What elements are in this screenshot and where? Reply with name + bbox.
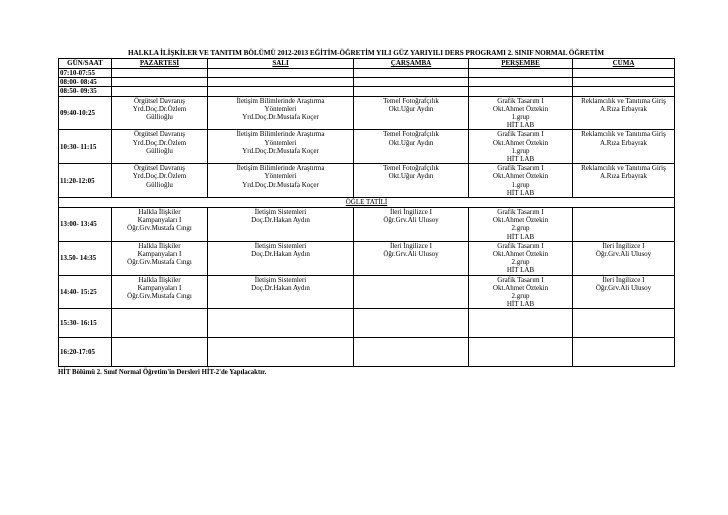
empty-cell	[469, 87, 573, 96]
course-line: Örgütsel Davranış	[134, 96, 185, 105]
course-line: Okt.Uğur Aydın	[388, 104, 434, 113]
course-line: Öğr.Grv.Ali Ulusoy	[595, 250, 652, 259]
schedule-document	[58, 49, 674, 376]
course-line: Temel Fotoğrafçılık	[383, 164, 439, 173]
table-row	[59, 241, 675, 275]
course-line: Okt.Uğur Aydın	[388, 172, 434, 181]
course-line: Okt.Ahmet Öztekin	[492, 172, 549, 181]
course-cell	[208, 130, 354, 164]
course-line: İletişim Sistemleri	[254, 208, 307, 217]
empty-cell	[208, 338, 354, 367]
course-line: İleri İngilizce I	[390, 241, 432, 250]
course-cell	[354, 208, 469, 242]
empty-cell	[573, 87, 675, 96]
course-cell	[208, 96, 354, 130]
course-line: 2.grup	[511, 292, 530, 301]
course-cell	[354, 241, 469, 275]
course-line: İleri İngilizce I	[602, 275, 645, 284]
empty-cell	[354, 69, 469, 78]
course-line: HİT LAB	[506, 300, 535, 309]
empty-cell	[573, 208, 675, 242]
course-line: Öğr.Grv.Ali Ulusoy	[383, 250, 439, 259]
empty-cell	[208, 87, 354, 96]
course-line: İletişim Sistemleri	[254, 275, 307, 284]
course-line: Örgütsel Davranış	[134, 164, 185, 173]
course-line: Okt.Ahmet Öztekin	[492, 250, 549, 259]
course-line: Yöntemleri	[264, 104, 297, 113]
course-line: Temel Fotoğrafçılık	[383, 96, 439, 105]
course-cell	[208, 208, 354, 242]
header-row	[59, 59, 675, 69]
course-line: Yrd.Doç.Dr.Mustafa Koçer	[242, 113, 319, 122]
empty-cell	[354, 309, 469, 338]
course-cell	[573, 275, 675, 309]
course-line: Halkla İlişkiler	[138, 208, 181, 217]
course-line: HİT LAB	[506, 188, 535, 197]
course-cell	[112, 275, 208, 309]
course-line: Doç.Dr.Hakan Aydın	[251, 283, 310, 292]
lunch-break-label: ÖĞLE TATİLİ	[59, 198, 675, 208]
course-line: Öğr.Grv.Mustafa Cıngı	[127, 292, 192, 301]
course-line: A.Rıza Erbayrak	[599, 138, 648, 147]
course-line: Yrd.Doç.Dr.Mustafa Koçer	[242, 180, 319, 189]
footnote: HİT Bölümü 2. Sınıf Normal Öğretim'in Dersleri HİT-2'de Yapılacaktır.	[58, 369, 267, 377]
time-slot: 08:50- 09:35	[59, 87, 112, 96]
time-slot: 15:30- 16:15	[59, 309, 112, 338]
course-line: A.Rıza Erbayrak	[599, 104, 648, 113]
empty-cell	[354, 87, 469, 96]
course-line: Okt.Ahmet Öztekin	[492, 216, 549, 225]
course-line: Grafik Tasarım I	[497, 164, 544, 173]
schedule-body	[59, 69, 675, 367]
empty-cell	[112, 309, 208, 338]
empty-cell	[573, 309, 675, 338]
empty-cell	[112, 338, 208, 367]
time-slot: 13:00- 13:45	[59, 208, 112, 242]
course-line: Halkla İlişkiler	[138, 241, 181, 250]
course-line: Grafik Tasarım I	[497, 130, 544, 139]
course-line: Grafik Tasarım I	[497, 208, 544, 217]
course-line: Örgütsel Davranış	[134, 130, 185, 139]
document-title: HALKLA İLİŞKİLER VE TANITIM BÖLÜMÜ 2012-2013 EĞİTİM-ÖĞRETİM YILI GÜZ YARIYILI DERS PROGRAMI 2. SINIF NORMAL ÖĞRETİM	[127, 49, 604, 57]
course-line: Öğr.Grv.Ali Ulusoy	[595, 283, 652, 292]
course-cell	[469, 130, 573, 164]
course-line: Yöntemleri	[264, 138, 297, 147]
course-line: Yrd.Doç.Dr.Özlem	[132, 172, 187, 181]
empty-cell	[573, 69, 675, 78]
empty-cell	[469, 338, 573, 367]
course-line: Güllioğlu	[146, 113, 173, 122]
course-line: Kampanyaları I	[137, 250, 182, 259]
course-line: 1.grup	[511, 180, 530, 189]
course-line: Doç.Dr.Hakan Aydın	[251, 250, 310, 259]
course-line: 1.grup	[511, 113, 530, 122]
empty-cell	[208, 309, 354, 338]
course-line: Öğr.Grv.Mustafa Cıngı	[127, 224, 192, 233]
course-line: 2.grup	[511, 258, 530, 267]
course-line: Doç.Dr.Hakan Aydın	[251, 216, 310, 225]
time-slot: 14:40- 15:25	[59, 275, 112, 309]
course-line: 1.grup	[511, 146, 530, 155]
course-cell	[112, 164, 208, 198]
course-line: HİT LAB	[506, 155, 535, 164]
time-slot: 09:40-10:25	[59, 96, 112, 130]
table-row	[59, 338, 675, 367]
course-cell	[112, 241, 208, 275]
table-row	[59, 78, 675, 87]
header-tuesday: SALI	[208, 59, 354, 69]
course-line: HİT LAB	[506, 232, 535, 241]
course-line: Reklamcılık ve Tanıtıma Giriş	[581, 164, 666, 173]
course-line: İletişim Bilimlerinde Araştırma	[236, 96, 325, 105]
course-line: Okt.Ahmet Öztekin	[492, 283, 549, 292]
empty-cell	[354, 78, 469, 87]
course-line: Yrd.Doç.Dr.Mustafa Koçer	[242, 146, 319, 155]
course-line: Kampanyaları I	[137, 216, 182, 225]
course-cell	[573, 96, 675, 130]
course-line: İletişim Bilimlerinde Araştırma	[236, 164, 325, 173]
empty-cell	[112, 78, 208, 87]
course-cell	[469, 241, 573, 275]
course-line: Reklamcılık ve Tanıtıma Giriş	[581, 130, 666, 139]
course-line: İletişim Sistemleri	[254, 241, 307, 250]
empty-cell	[469, 78, 573, 87]
header-day-time: GÜN/SAAT	[59, 59, 112, 69]
schedule-table	[58, 58, 675, 367]
course-line: Temel Fotoğrafçılık	[383, 130, 439, 139]
course-cell	[112, 130, 208, 164]
course-line: Yrd.Doç.Dr.Özlem	[132, 104, 187, 113]
course-cell	[208, 241, 354, 275]
course-line: Grafik Tasarım I	[497, 241, 544, 250]
course-cell	[208, 275, 354, 309]
time-slot: 11:20-12:05	[59, 164, 112, 198]
course-cell	[354, 96, 469, 130]
course-cell	[573, 241, 675, 275]
header-thursday: PERŞEMBE	[469, 59, 573, 69]
empty-cell	[354, 275, 469, 309]
header-wednesday: ÇARŞAMBA	[354, 59, 469, 69]
course-cell	[112, 96, 208, 130]
header-friday: CUMA	[573, 59, 675, 69]
course-cell	[354, 130, 469, 164]
course-line: Halkla İlişkiler	[138, 275, 181, 284]
course-line: İleri İngilizce I	[390, 208, 432, 217]
time-slot: 07:10-07:55	[59, 69, 112, 78]
time-slot: 16:20-17:05	[59, 338, 112, 367]
lunch-row	[59, 198, 675, 208]
course-line: Güllioğlu	[146, 146, 173, 155]
time-slot: 10:30- 11:15	[59, 130, 112, 164]
empty-cell	[112, 69, 208, 78]
course-line: Yöntemleri	[264, 172, 297, 181]
empty-cell	[573, 338, 675, 367]
course-line: Okt.Ahmet Öztekin	[492, 104, 549, 113]
course-cell	[354, 164, 469, 198]
course-line: Öğr.Grv.Ali Ulusoy	[383, 216, 439, 225]
course-cell	[573, 164, 675, 198]
empty-cell	[112, 87, 208, 96]
course-line: HİT LAB	[506, 266, 535, 275]
course-line: Okt.Ahmet Öztekin	[492, 138, 549, 147]
empty-cell	[208, 69, 354, 78]
table-row	[59, 208, 675, 242]
empty-cell	[354, 338, 469, 367]
empty-cell	[208, 78, 354, 87]
table-row	[59, 275, 675, 309]
table-row	[59, 130, 675, 164]
course-line: Okt.Uğur Aydın	[388, 138, 434, 147]
course-line: Reklamcılık ve Tanıtıma Giriş	[581, 96, 666, 105]
course-line: Grafik Tasarım I	[497, 275, 544, 284]
time-slot: 08:00- 08:45	[59, 78, 112, 87]
course-cell	[573, 130, 675, 164]
course-line: Öğr.Grv.Mustafa Cıngı	[127, 258, 192, 267]
header-monday: PAZARTESİ	[112, 59, 208, 69]
course-line: 2.grup	[511, 224, 530, 233]
course-line: Yrd.Doç.Dr.Özlem	[132, 138, 187, 147]
course-cell	[112, 208, 208, 242]
course-cell	[469, 96, 573, 130]
table-row	[59, 69, 675, 78]
course-line: İleri İngilizce I	[602, 241, 645, 250]
empty-cell	[573, 78, 675, 87]
course-cell	[469, 208, 573, 242]
course-line: A.Rıza Erbayrak	[599, 172, 648, 181]
course-line: HİT LAB	[506, 121, 535, 130]
table-row	[59, 309, 675, 338]
course-cell	[208, 164, 354, 198]
empty-cell	[469, 69, 573, 78]
empty-cell	[469, 309, 573, 338]
table-row	[59, 164, 675, 198]
course-line: Güllioğlu	[146, 180, 173, 189]
table-row	[59, 96, 675, 130]
table-row	[59, 87, 675, 96]
course-line: Grafik Tasarım I	[497, 96, 544, 105]
time-slot: 13.50- 14:35	[59, 241, 112, 275]
course-line: İletişim Bilimlerinde Araştırma	[236, 130, 325, 139]
course-line: Kampanyaları I	[137, 283, 182, 292]
course-cell	[469, 164, 573, 198]
course-cell	[469, 275, 573, 309]
